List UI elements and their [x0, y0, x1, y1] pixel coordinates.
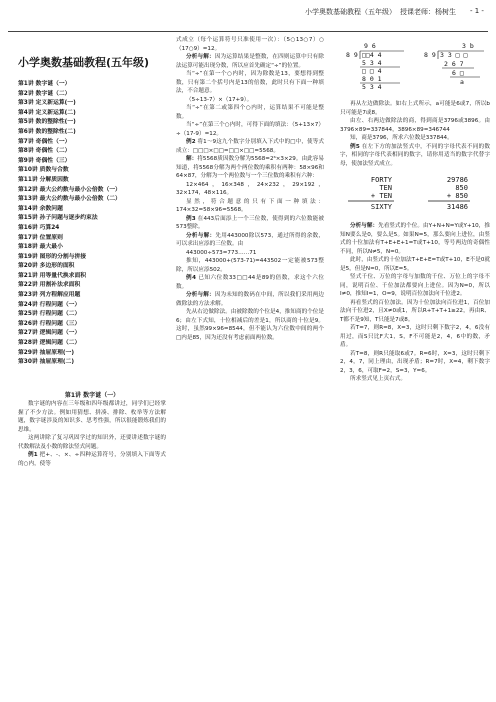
header-book-title: 小学奥数基础教程（五年级）	[305, 8, 396, 16]
example-label: 例5	[350, 143, 360, 150]
document-title: 小学奥数基础教程(五年级)	[18, 56, 150, 69]
paragraph: 再从左边做除法。如右上式所示，a可能是6或7，所以b只可能是7或8。	[340, 101, 490, 116]
addition-left-row: FORTY	[370, 176, 392, 184]
solution-paragraph	[340, 222, 490, 256]
solution-label: 解：	[186, 156, 198, 162]
table-of-contents	[18, 80, 166, 368]
solution-paragraph	[176, 291, 324, 308]
solution-label: 分析与解：	[350, 223, 379, 229]
lecture-intro-paragraph: 数字谜的内容在三年级和四年级都讲过，同学们已经掌握了不少方法。例如用猜想、拼凑、排除、枚举等方法解题，数字谜涉及的知识多、思考性强，所以很能锻炼我们的思维。	[18, 401, 166, 433]
toc-item[interactable]: 第25讲 行程问题（二）	[18, 311, 81, 318]
example-label: 例3	[186, 215, 196, 222]
toc-item[interactable]: 第19讲 图形的分割与拼接	[18, 253, 87, 260]
header-author: 授课老师：杨树生	[400, 8, 456, 16]
solution-text: 因为未知的数码在中间，所以我们采用两边做除法的方法求解。	[176, 292, 324, 307]
paragraph: 当“÷”在第二或第四个○内时，运算结果不可能是整数。	[176, 105, 324, 120]
toc-item[interactable]: 第5讲 数的整除性(一)	[18, 119, 76, 126]
toc-item[interactable]: 第17讲 位置原则	[18, 234, 63, 241]
toc-item[interactable]: 第3讲 定义新运算(一)	[18, 100, 76, 107]
lecture-intro-paragraph: 这两讲除了复习巩固学过的知识外，还要讲述数字谜的代数解法及小数的除法竖式问题。	[18, 435, 166, 450]
addition-left-sum: SIXTY	[370, 203, 392, 211]
example-text: 已知六位数33□□44是89的倍数，求这个六位数。	[176, 275, 324, 290]
example-text: 在左下方的加法竖式中，不同的字母代表不同的数字，相同的字母代表相同的数字，请你用适当的数字代替字母，使加法竖式成立。	[340, 143, 490, 167]
toc-item[interactable]: 第2讲 数字谜（二）	[18, 90, 71, 97]
toc-item[interactable]: 第28讲 逻辑问题（二）	[18, 340, 81, 347]
toc-item[interactable]: 第15讲 孙子问题与逐步约束法	[18, 215, 98, 222]
solution-label: 分析与解：	[186, 232, 216, 239]
addition-figure	[344, 174, 490, 216]
toc-item[interactable]: 第18讲 最大最小	[18, 244, 63, 251]
column-right	[340, 36, 490, 384]
solution-label: 分析与解：	[186, 292, 215, 298]
right-divisor: 8 9	[424, 51, 436, 59]
toc-item[interactable]: 第11讲 分解质因数	[18, 176, 69, 183]
toc-item[interactable]: 第4讲 定义新运算(二)	[18, 109, 76, 116]
toc-item[interactable]: 第29讲 抽屉原理(一)	[18, 349, 74, 356]
example-3	[176, 215, 324, 232]
paragraph: 先从右边做除法。由被除数的个位是4，推知商的个位是6；由左下式知，十位相减后的差是1，所以商的十位是9。这时，虽然99×96=8544，但不能认为六位数中间的两个□内是85，因为还没有考虑前面两位数。	[176, 309, 324, 341]
toc-item[interactable]: 第26讲 行程问题（三）	[18, 320, 81, 327]
toc-item[interactable]: 第27讲 逻辑问题（一）	[18, 330, 81, 337]
example-label: 例4	[186, 275, 197, 281]
left-row: □ □ 4	[362, 67, 382, 75]
toc-item[interactable]: 第21讲 用等量代换求面积	[18, 272, 87, 279]
paragraph: 推知，443000+(573-71)=443502一定能被573整除，所以应添502。	[176, 258, 324, 273]
solution-label: 分析与解：	[186, 54, 215, 60]
toc-item[interactable]: 第6讲 数的整除性(二)	[18, 128, 76, 135]
long-division-figure	[344, 42, 490, 94]
paragraph: 所求竖式见上页右式。	[350, 376, 406, 382]
toc-item[interactable]: 第23讲 列方程解应用题	[18, 292, 81, 299]
paragraph: 此时，由竖式的十位加法T+E+E=T或T+10，E不是0就是5，但是N=0，所以E=5。	[340, 257, 490, 272]
toc-item[interactable]: 第13讲 最大公约数与最小公倍数（二）	[18, 196, 121, 203]
column-left	[18, 36, 166, 468]
example-1	[18, 451, 166, 468]
paragraph: 再看竖式的百位加法。因为十位加法向百位进1，百位加法向千位进2，且X≠0或1，所以R+T+T+1≥22，再由R、T都不是9知，T只能是7或8。	[340, 299, 490, 323]
header-page-number: - 1 -	[470, 7, 484, 15]
example-label: 例2	[186, 139, 196, 145]
right-quotient: 3 b	[462, 42, 474, 50]
solution-text: 先看竖式的个位。由Y+N+N=Y或Y+10，推知N要么是0，要么是5。如果N=5，那么要向上进位，由竖式的十位加法有T+E+E+1=T或T+10，等号两边的奇偶性不同，所以N≠5，N=0。	[340, 223, 490, 255]
toc-item[interactable]: 第1讲 数字谜（一）	[18, 81, 71, 87]
right-row: 2 6 7	[444, 60, 464, 68]
right-row: 6 □	[452, 69, 464, 77]
example-5	[340, 143, 490, 169]
left-row: 8 0 1	[362, 75, 382, 83]
toc-item[interactable]: 第10讲 质数与合数	[18, 167, 69, 174]
paragraph: 式成立（每个运算符号只准使用一次）：（5○13○7）○（17○9）=12。	[176, 37, 324, 52]
addition-right-row: 850	[455, 184, 468, 192]
toc-item[interactable]: 第16讲 巧算24	[18, 224, 60, 231]
toc-item[interactable]: 第22讲 用割补法求面积	[18, 282, 81, 289]
toc-item[interactable]: 第12讲 最大公约数与最小公倍数（一）	[18, 186, 121, 193]
page-header	[0, 0, 496, 30]
left-row: 5 3 4	[362, 59, 382, 67]
solution-text: 因为运算结果是整数，在四则运算中只有除法运算可能出现分数，所以应首先确定“÷”的位置。	[176, 54, 324, 69]
addition-right-row: + 850	[446, 192, 468, 200]
column-middle	[176, 36, 324, 342]
solution-paragraph	[176, 155, 324, 181]
paragraph: 竖式千位、万位的字母与加数的千位、万位上的字母不同，说明百位、千位加法都要向上进位。因为N=0，所以I≠0，推知I=1，O=9，说明百位加法向千位进2。	[340, 274, 490, 297]
toc-item[interactable]: 第9讲 奇偶性（三）	[18, 157, 71, 164]
paragraph: 若T=8，则R只能取6或7。R=6时，X=3，这时只剩下2，4，7，同上理由，出现矛盾；R=7时，X=4，剩下数字2，3，6，可取F=2，S=3，Y=6。	[340, 350, 490, 374]
factor-list: 12×464，16×348，24×232，29×192，32×174，48×116。	[176, 181, 324, 196]
example-text: 在443后面添上一个三位数，使得到的六位数能被573整除。	[176, 215, 324, 230]
toc-item[interactable]: 第8讲 奇偶性（二）	[18, 148, 71, 155]
left-quotient: 9 6	[364, 42, 376, 50]
lecture-title: 第1讲 数字谜（一）	[64, 391, 120, 399]
toc-item[interactable]: 第30讲 抽屉原理(二)	[18, 359, 74, 366]
left-dividend: □□4 4	[362, 51, 382, 59]
toc-item[interactable]: 第20讲 多边形的面积	[18, 263, 75, 270]
formula: （5÷13-7）×（17+9）。	[186, 96, 253, 103]
solution-text: 将5568质因数分解为5568=2⁶×3×29。由此容易知道，将5568分解为两个两位数的乘积有两种：58×96和64×87，分解为一个两位数与一个三位数的乘积有六种：	[176, 156, 324, 179]
right-row: a	[460, 78, 464, 86]
solution-paragraph	[176, 232, 324, 249]
formula: 443000÷573=773……71	[186, 249, 257, 256]
example-label: 例1	[28, 452, 38, 459]
paragraph: 当“÷”在第一个○内时，因为除数是13，要想得到整数，只有第二个括号内是13的倍数，此时只有下面一种填法，不合题意。	[176, 71, 324, 94]
example-4	[176, 274, 324, 291]
paragraph: 若T=7，则R=8，X=3，这时只剩下数字2，4，6没有用过，而S只比F大1，S，F不可能是2，4，6中的数，矛盾。	[340, 325, 490, 348]
left-divisor: 8 9	[346, 51, 358, 59]
right-dividend: 3 3 □ □	[440, 51, 468, 59]
paragraph: 由左、右两边做除法的商，得到商是3796或3896。由3796×89=337844，3896×89=346744	[340, 118, 490, 133]
solution-text: 先用443000除以573，通过所得的余数，可以求出应添的三位数。由	[176, 232, 324, 247]
example-2	[176, 138, 324, 155]
toc-item[interactable]: 第7讲 奇偶性（一）	[18, 138, 71, 145]
left-row: 5 3 4	[362, 83, 382, 91]
toc-item[interactable]: 第24讲 行程问题（一）	[18, 301, 81, 308]
addition-right-row: 29786	[446, 176, 468, 184]
toc-item[interactable]: 第14讲 余数问题	[18, 205, 63, 212]
example-text: 将1～9这九个数字分别填入下式中的□中，使等式成立：□□□×□□=□□×□□=5568。	[176, 139, 324, 154]
addition-left-row: TEN	[379, 184, 392, 192]
addition-right-sum: 31486	[446, 203, 468, 211]
solution-paragraph	[176, 53, 324, 70]
paragraph: 知，商是3796，所求六位数是337844。	[350, 135, 453, 141]
header-rule	[8, 31, 488, 32]
paragraph: 显然，符合题意的只有下面一种填法：174×32=58×96=5568。	[176, 198, 324, 213]
addition-left-row: + TEN	[370, 192, 392, 200]
example-text: 把+、-、×、÷四种运算符号，分别填入下面等式的○内，使等	[18, 452, 166, 467]
paragraph: 当“÷”在第三个○内时，可得下面的填法：（5+13×7）÷（17-9）=12。	[176, 122, 324, 137]
